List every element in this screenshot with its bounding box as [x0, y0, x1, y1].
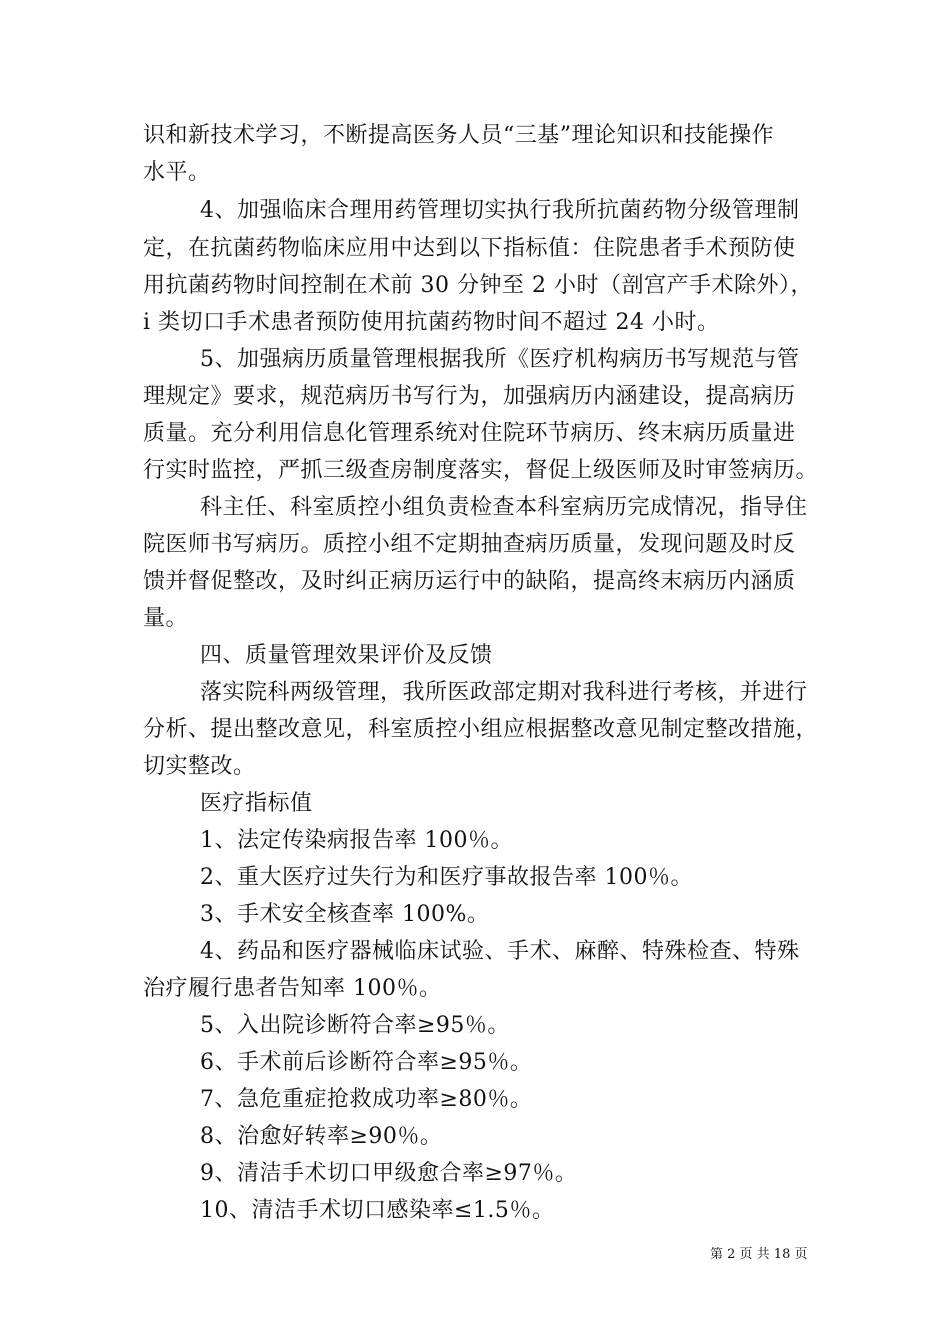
text-line: 馈并督促整改，及时纠正病历运行中的缺陷，提高终末病历内涵质 [143, 569, 796, 594]
list-item: 6、手术前后诊断符合率≥95％。 [200, 1050, 533, 1075]
text-line: 科主任、科室质控小组负责检查本科室病历完成情况，指导住 [200, 495, 808, 520]
text-line: i 类切口手术患者预防使用抗菌药物时间不超过 24 小时。 [143, 310, 720, 335]
text-line: 定，在抗菌药物临床应用中达到以下指标值：住院患者手术预防使 [143, 236, 796, 261]
list-item: 3、手术安全核查率 100%。 [200, 902, 490, 927]
list-item: 2、重大医疗过失行为和医疗事故报告率 100％。 [200, 865, 693, 890]
list-item: 8、治愈好转率≥90％。 [200, 1124, 443, 1149]
text-line: 量。 [143, 606, 189, 631]
list-item: 4、药品和医疗器械临床试验、手术、麻醉、特殊检查、特殊 [200, 939, 800, 964]
text-line: 水平。 [143, 160, 211, 185]
text-line: 识和新技术学习，不断提高医务人员“三基”理论知识和技能操作 [143, 123, 774, 148]
page-number: 第 2 页 共 18 页 [710, 1247, 808, 1262]
list-item: 10、清洁手术切口感染率≤1.5％。 [200, 1198, 555, 1223]
text-line: 行实时监控，严抓三级查房制度落实，督促上级医师及时审签病历。 [143, 458, 819, 483]
text-line: 院医师书写病历。质控小组不定期抽查病历质量，发现问题及时反 [143, 532, 796, 557]
list-item: 5、入出院诊断符合率≥95％。 [200, 1013, 510, 1038]
text-line: 用抗菌药物时间控制在术前 30 分钟至 2 小时（剖宫产手术除外）， [143, 273, 813, 298]
list-item: 9、清洁手术切口甲级愈合率≥97％。 [200, 1161, 578, 1186]
text-line: 4、加强临床合理用药管理切实执行我所抗菌药物分级管理制 [200, 198, 800, 223]
list-item: 7、急危重症抢救成功率≥80％。 [200, 1087, 533, 1112]
section-heading: 医疗指标值 [200, 791, 313, 816]
list-item: 1、法定传染病报告率 100％。 [200, 828, 513, 853]
text-line: 切实整改。 [143, 754, 256, 779]
text-line: 5、加强病历质量管理根据我所《医疗机构病历书写规范与管 [200, 347, 800, 372]
text-line: 分析、提出整改意见，科室质控小组应根据整改意见制定整改措施， [143, 717, 819, 742]
text-line: 质量。充分利用信息化管理系统对住院环节病历、终末病历质量进 [143, 421, 796, 446]
text-line: 治疗履行患者告知率 100％。 [143, 976, 442, 1001]
text-line: 理规定》要求，规范病历书写行为，加强病历内涵建设，提高病历 [143, 384, 796, 409]
text-line: 落实院科两级管理，我所医政部定期对我科进行考核，并进行 [200, 680, 808, 705]
section-heading: 四、质量管理效果评价及反馈 [200, 643, 493, 668]
